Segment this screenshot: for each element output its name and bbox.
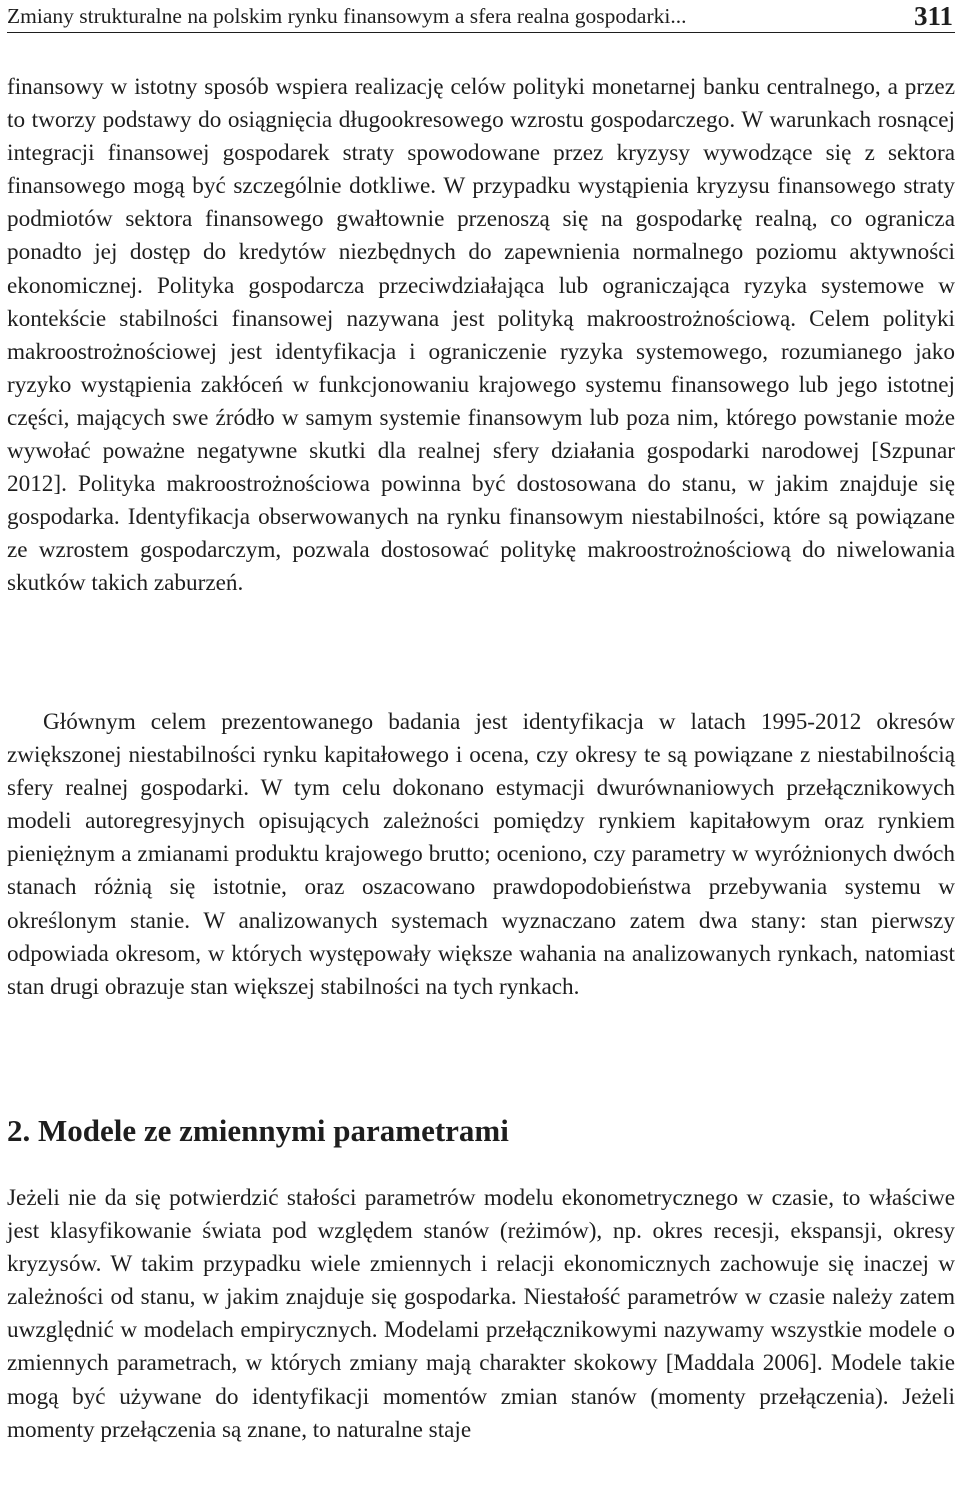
running-header-title: Zmiany strukturalne na polskim rynku finansowym a sfera realna gospodarki... bbox=[7, 4, 687, 28]
document-page bbox=[7, 0, 955, 1485]
section-heading: 2. Modele ze zmiennymi parametrami bbox=[7, 1113, 509, 1148]
paragraph-switching-models: Jeżeli nie da się potwierdzić stałości parametrów modelu ekonometrycznego w czasie, to właściwe jest klasyfikowanie świata pod względem stanów (reżimów), np. okres recesji, ekspansji, okresy kryzysów. W takim przypadku wiele zmiennych i relacji ekonomicznych zachowuje się inaczej w zależności od stanu, w jakim znajduje się gospodarka. Niestałość parametrów w czasie należy zatem uwzględnić w modelach empirycznych. Modelami przełącznikowymi nazywamy wszystkie modele o zmiennych parametrach, w których zmiany mają charakter skokowy [Maddala 2006]. Modele takie mogą być używane do identyfikacji momentów zmian stanów (momenty przełączenia). Jeżeli momenty przełączenia są znane, to naturalne staje bbox=[7, 1185, 955, 1443]
page-number: 311 bbox=[913, 1, 953, 31]
paragraph-research-aim: Głównym celem prezentowanego badania jest identyfikacja w latach 1995-2012 okresów zwiększonej niestabilności rynku kapitałowego i ocena, czy okresy te są powiązane z niestabilnością sfery realnej gospodarki. W tym celu dokonano estymacji dwurównaniowych przełącznikowych modeli autoregresyjnych opisujących zależności pomiędzy rynkiem kapitałowym oraz rynkiem pieniężnym a zmianami produktu krajowego brutto; oceniono, czy parametry w wyróżnionych dwóch stanach różnią się istotnie, oraz oszacowano prawdopodobieństwa przebywania systemu w określonym stanie. W analizowanych systemach wyznaczano zatem dwa stany: stan pierwszy odpowiada okresom, w których występowały większe wahania na analizowanych rynkach, natomiast stan drugi obrazuje stan większej stabilności na tych rynkach. bbox=[7, 709, 955, 1000]
paragraph-macroprudential-policy: finansowy w istotny sposób wspiera realizację celów polityki monetarnej banku centralnego, a przez to tworzy podstawy do osiągnięcia długookresowego wzrostu gospodarczego. W warunkach rosnącej integracji finansowej gospodarek straty spowodowane przez kryzysy wywodzące się z sektora finansowego mogą być szczególnie dotkliwe. W przypadku wystąpienia kryzysu finansowego straty podmiotów sektora finansowego gwałtownie przenoszą się na gospodarkę realną, co ogranicza ponadto jej dostęp do kredytów niezbędnych do zapewnienia normalnego poziomu aktywności ekonomicznej. Polityka gospodarcza przeciwdziałająca lub ograniczająca ryzyka systemowe w kontekście stabilności finansowej nazywana jest polityką makroostrożnościową. Celem polityki makroostrożnościowej jest identyfikacja i ograniczenie ryzyka systemowego, rozumianego jako ryzyko wystąpienia zakłóceń w funkcjonowaniu krajowego systemu finansowego lub jego istotnej części, mających swe źródło w samym systemie finansowym lub poza nim, którego powstanie może wywołać poważne negatywne skutki dla realnej sfery działania gospodarki narodowej [Szpunar 2012]. Polityka makroostrożnościowa powinna być dostosowana do stanu, w jakim znajduje się gospodarka. Identyfikacja obserwowanych na rynku finansowym niestabilności, które są powiązane ze wzrostem gospodarczym, pozwala dostosować politykę makroostrożnościową do niwelowania skutków takich zaburzeń. bbox=[7, 74, 955, 597]
running-header bbox=[7, 2, 955, 33]
